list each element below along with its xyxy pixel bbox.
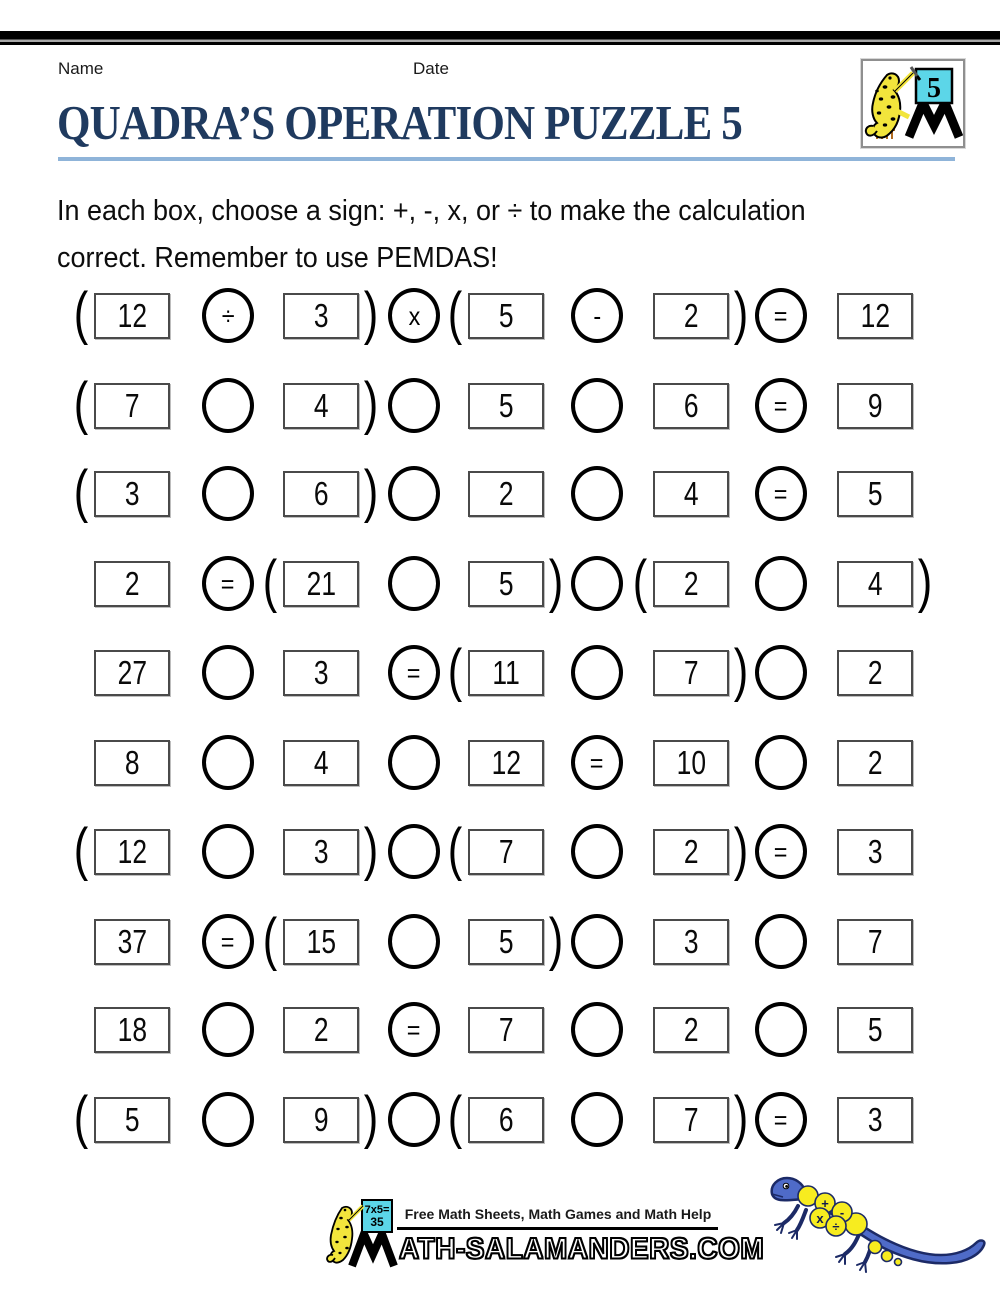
number-value: 2: [683, 1011, 699, 1048]
open-paren: (: [447, 281, 463, 346]
number-box: [94, 919, 170, 965]
number-value: 7: [498, 1011, 514, 1048]
number-value: 2: [683, 565, 699, 602]
operator-circle-x: [388, 288, 440, 343]
number-value: 2: [683, 297, 699, 334]
number-value: 12: [491, 744, 521, 781]
number-value: 27: [117, 654, 147, 691]
number-box: [837, 740, 913, 786]
operator-circle-empty[interactable]: [388, 914, 440, 969]
open-paren: (: [73, 817, 89, 882]
puzzle-row-7: [0, 817, 1000, 882]
operator-circle-equals: [755, 1092, 807, 1147]
close-paren: ): [363, 459, 379, 524]
operator-circle-empty[interactable]: [571, 914, 623, 969]
operator-circle-empty[interactable]: [388, 735, 440, 790]
number-box: [283, 650, 359, 696]
operator-circle-equals: [388, 645, 440, 700]
number-box: [283, 383, 359, 429]
number-box: [283, 919, 359, 965]
number-box: [283, 561, 359, 607]
number-value: 9: [313, 1101, 329, 1138]
open-paren: (: [262, 549, 278, 614]
operator-circle-equals: [755, 288, 807, 343]
puzzle-row-8: [0, 907, 1000, 972]
number-box: [837, 383, 913, 429]
spot-times-icon: x: [816, 1211, 824, 1226]
number-value: 12: [860, 297, 890, 334]
gecko-icon: [866, 73, 913, 138]
number-value: 5: [498, 387, 514, 424]
number-value: 7: [867, 923, 883, 960]
number-box: [837, 829, 913, 875]
number-value: 11: [492, 654, 520, 691]
number-value: 37: [117, 923, 147, 960]
footer-tagline: Free Math Sheets, Math Games and Math Help: [404, 1206, 712, 1222]
close-paren: ): [917, 549, 933, 614]
number-value: 21: [306, 565, 336, 602]
footer-gecko-logo: [326, 1196, 398, 1277]
operator-circle-empty[interactable]: [571, 645, 623, 700]
number-box: [837, 1097, 913, 1143]
open-paren: (: [73, 459, 89, 524]
close-paren: ): [548, 549, 564, 614]
top-rule-bar: [0, 31, 1000, 45]
number-value: 15: [306, 923, 336, 960]
number-value: 5: [867, 475, 883, 512]
operator-value: =: [774, 478, 788, 509]
number-value: 10: [676, 744, 706, 781]
instructions: [57, 188, 862, 282]
puzzle-row-3: [0, 459, 1000, 524]
number-value: 12: [117, 833, 147, 870]
operator-circle-empty[interactable]: [571, 1002, 623, 1057]
number-box: [837, 1007, 913, 1053]
footer-sign-line1: 7x5=: [364, 1204, 390, 1216]
date-label: Date: [413, 59, 449, 78]
number-box: [653, 650, 729, 696]
number-value: 2: [867, 744, 883, 781]
salamander-mascot: [768, 1170, 996, 1281]
open-paren: (: [73, 371, 89, 436]
number-value: 3: [313, 654, 329, 691]
operator-circle-equals: [202, 914, 254, 969]
number-box: [468, 829, 544, 875]
title-underline: [58, 157, 955, 161]
operator-value: =: [221, 568, 235, 599]
number-box: [837, 919, 913, 965]
number-value: 2: [313, 1011, 329, 1048]
close-paren: ): [733, 1085, 749, 1150]
puzzle-row-6: [0, 740, 1000, 786]
instructions-line-2: correct. Remember to use PEMDAS!: [57, 242, 498, 274]
number-value: 4: [683, 475, 699, 512]
spot-minus-icon: -: [839, 1205, 845, 1220]
footer-m-small-icon: [352, 1234, 394, 1266]
open-paren: (: [447, 817, 463, 882]
number-value: 3: [313, 833, 329, 870]
close-paren: ): [363, 817, 379, 882]
number-value: 12: [117, 297, 147, 334]
operator-circle-empty[interactable]: [388, 378, 440, 433]
number-value: 5: [498, 297, 514, 334]
number-box: [283, 1097, 359, 1143]
number-box: [468, 1007, 544, 1053]
number-value: 5: [498, 923, 514, 960]
operator-circle-equals: [202, 556, 254, 611]
number-box: [468, 561, 544, 607]
number-value: 3: [124, 475, 140, 512]
site-logo-badge: [861, 59, 965, 148]
number-value: 4: [313, 387, 329, 424]
operator-circle-empty[interactable]: [571, 466, 623, 521]
operator-circle-empty[interactable]: [202, 1002, 254, 1057]
operator-circle-empty[interactable]: [571, 1092, 623, 1147]
number-box: [468, 1097, 544, 1143]
number-box: [283, 1007, 359, 1053]
number-box: [653, 1097, 729, 1143]
operator-circle-empty[interactable]: [202, 466, 254, 521]
number-box: [283, 471, 359, 517]
logo-m-icon: [909, 103, 959, 137]
puzzle-row-2: [0, 371, 1000, 436]
number-box: [283, 740, 359, 786]
open-paren: (: [632, 549, 648, 614]
footer-rule: [397, 1227, 718, 1230]
puzzle-row-10: [0, 1085, 1000, 1150]
number-box: [653, 471, 729, 517]
number-box: [94, 1007, 170, 1053]
operator-value: =: [407, 657, 421, 688]
number-box: [94, 383, 170, 429]
footer-sign-line2: 35: [370, 1215, 384, 1229]
operator-value: =: [407, 1014, 421, 1045]
operator-circle-÷: [202, 288, 254, 343]
number-value: 7: [124, 387, 140, 424]
operator-circle-empty[interactable]: [202, 645, 254, 700]
number-box: [837, 561, 913, 607]
footer-wordmark: ATH-SALAMANDERS.COM: [399, 1232, 765, 1265]
operator-value: =: [221, 926, 235, 957]
close-paren: ): [733, 638, 749, 703]
number-box: [94, 561, 170, 607]
operator-circle-empty[interactable]: [388, 824, 440, 879]
operator-circle-empty[interactable]: [202, 1092, 254, 1147]
number-box: [94, 293, 170, 339]
operator-circle-equals: [571, 735, 623, 790]
logo-gecko-graphic: [863, 61, 963, 146]
spot-plus-icon: +: [821, 1196, 829, 1211]
open-paren: (: [447, 1085, 463, 1150]
operator-circle-equals: [755, 466, 807, 521]
operator-circle-empty[interactable]: [202, 735, 254, 790]
puzzle-row-1: [0, 281, 1000, 346]
number-box: [94, 650, 170, 696]
number-box: [653, 740, 729, 786]
number-value: 6: [498, 1101, 514, 1138]
operator-circle-empty[interactable]: [755, 645, 807, 700]
operator-circle-empty[interactable]: [388, 466, 440, 521]
number-value: 5: [124, 1101, 140, 1138]
number-value: 18: [117, 1011, 147, 1048]
operator-circle-empty[interactable]: [755, 735, 807, 790]
puzzle-row-5: [0, 638, 1000, 703]
operator-value: ÷: [221, 300, 235, 331]
close-paren: ): [363, 1085, 379, 1150]
number-box: [94, 829, 170, 875]
number-box: [468, 383, 544, 429]
number-value: 6: [683, 387, 699, 424]
operator-value: x: [408, 300, 420, 331]
number-box: [468, 919, 544, 965]
number-value: 4: [313, 744, 329, 781]
number-value: 7: [498, 833, 514, 870]
operator-circle--: [571, 288, 623, 343]
number-box: [653, 919, 729, 965]
close-paren: ): [548, 907, 564, 972]
logo-number-text: 5: [927, 73, 941, 104]
operator-circle-empty[interactable]: [755, 1002, 807, 1057]
operator-value: =: [774, 300, 788, 331]
number-value: 8: [124, 744, 140, 781]
operator-circle-equals: [755, 824, 807, 879]
number-box: [653, 293, 729, 339]
number-box: [468, 740, 544, 786]
operator-circle-empty[interactable]: [571, 556, 623, 611]
operator-value: =: [774, 1104, 788, 1135]
name-label: Name: [58, 59, 104, 78]
number-value: 7: [683, 654, 699, 691]
open-paren: (: [447, 638, 463, 703]
puzzle-row-9: [0, 1007, 1000, 1053]
operator-circle-empty[interactable]: [388, 556, 440, 611]
number-box: [653, 1007, 729, 1053]
operator-value: -: [593, 300, 601, 331]
number-box: [283, 293, 359, 339]
number-box: [94, 1097, 170, 1143]
operator-circle-empty[interactable]: [755, 914, 807, 969]
number-value: 3: [867, 833, 883, 870]
number-value: 2: [498, 475, 514, 512]
page-title: QUADRA’S OPERATION PUZZLE 5: [57, 95, 742, 150]
number-box: [837, 650, 913, 696]
close-paren: ): [733, 281, 749, 346]
open-paren: (: [73, 1085, 89, 1150]
number-box: [653, 561, 729, 607]
number-box: [468, 471, 544, 517]
number-value: 2: [867, 654, 883, 691]
number-value: 3: [313, 297, 329, 334]
close-paren: ): [733, 817, 749, 882]
open-paren: (: [73, 281, 89, 346]
close-paren: ): [363, 281, 379, 346]
operator-value: =: [774, 390, 788, 421]
number-box: [94, 740, 170, 786]
number-value: 2: [124, 565, 140, 602]
operator-value: =: [590, 747, 604, 778]
operator-circle-equals: [388, 1002, 440, 1057]
operator-circle-empty[interactable]: [571, 378, 623, 433]
number-box: [653, 383, 729, 429]
number-box: [468, 293, 544, 339]
operator-value: =: [774, 836, 788, 867]
number-value: 3: [683, 923, 699, 960]
number-value: 5: [498, 565, 514, 602]
operator-circle-empty[interactable]: [571, 824, 623, 879]
spot-divide-icon: ÷: [832, 1219, 840, 1234]
number-value: 9: [867, 387, 883, 424]
number-value: 5: [867, 1011, 883, 1048]
close-paren: ): [363, 371, 379, 436]
operator-circle-equals: [755, 378, 807, 433]
number-box: [468, 650, 544, 696]
number-box: [94, 471, 170, 517]
operator-circle-empty[interactable]: [388, 1092, 440, 1147]
number-box: [837, 471, 913, 517]
open-paren: (: [262, 907, 278, 972]
operator-circle-empty[interactable]: [202, 378, 254, 433]
number-box: [653, 829, 729, 875]
puzzle-row-4: [0, 549, 1000, 614]
number-value: 2: [683, 833, 699, 870]
operator-circle-empty[interactable]: [202, 824, 254, 879]
number-box: [837, 293, 913, 339]
operator-circle-empty[interactable]: [755, 556, 807, 611]
salamander-icon: [772, 1178, 985, 1272]
number-value: 3: [867, 1101, 883, 1138]
number-value: 4: [867, 565, 883, 602]
number-box: [283, 829, 359, 875]
number-value: 6: [313, 475, 329, 512]
instructions-line-1: In each box, choose a sign: +, -, x, or ÷ to make the calculation: [57, 195, 806, 227]
number-value: 7: [683, 1101, 699, 1138]
